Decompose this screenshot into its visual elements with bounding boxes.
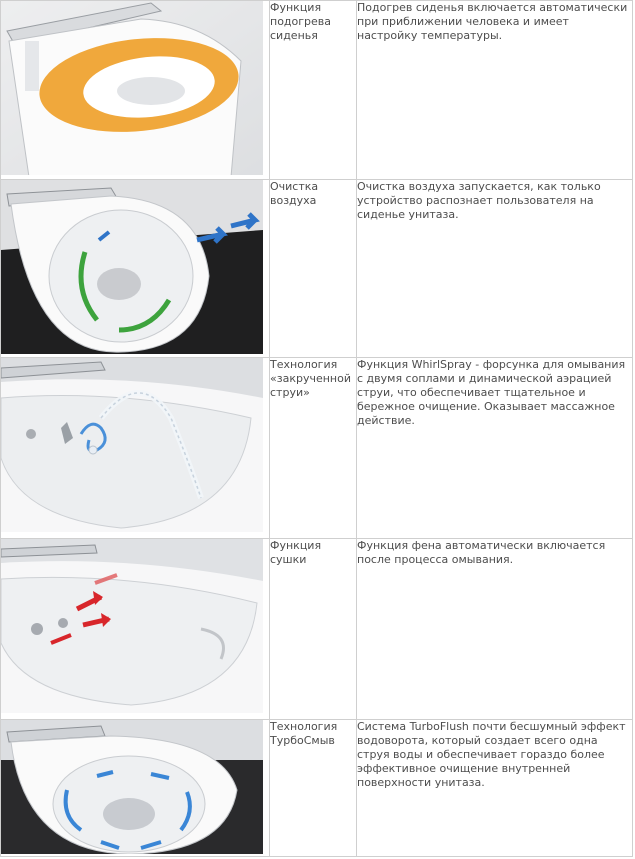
- whirlspray-photo: [1, 358, 263, 532]
- heated-seat-photo: [1, 1, 263, 175]
- feature-name: Функция сушки: [270, 539, 357, 720]
- table-row: [1, 358, 633, 539]
- feature-description: Очистка воздуха запускается, как только устройство распознает пользователя на сиденье унитаза.: [357, 180, 633, 358]
- table-row: [1, 539, 633, 720]
- image-cell: [1, 180, 270, 358]
- image-cell: [1, 720, 270, 857]
- feature-name: Функция подогрева сиденья: [270, 1, 357, 180]
- image-cell: [1, 1, 270, 180]
- feature-description: Функция фена автоматически включается после процесса омывания.: [357, 539, 633, 720]
- table-row: [1, 720, 633, 857]
- image-cell: [1, 539, 270, 720]
- dryer-photo: [1, 539, 263, 713]
- feature-description: Функция WhirlSpray - форсунка для омывания с двумя соплами и динамической аэрацией струи, что обеспечивает тщательное и бережное очищение. Оказывает массажное действие.: [357, 358, 633, 539]
- feature-name: Очистка воздуха: [270, 180, 357, 358]
- table-row: [1, 1, 633, 180]
- feature-name: Технология «закрученной струи»: [270, 358, 357, 539]
- turboflush-photo: [1, 720, 263, 854]
- feature-description: Система TurboFlush почти бесшумный эффект водоворота, который создает всего одна струя воды и обеспечивает гораздо более эффективное очищение внутренней поверхности унитаза.: [357, 720, 633, 857]
- image-cell: [1, 358, 270, 539]
- air-purification-photo: [1, 180, 263, 354]
- feature-description: Подогрев сиденья включается автоматически при приближении человека и имеет настройку температуры.: [357, 1, 633, 180]
- feature-name: Технология ТурбоСмыв: [270, 720, 357, 857]
- table-row: [1, 180, 633, 358]
